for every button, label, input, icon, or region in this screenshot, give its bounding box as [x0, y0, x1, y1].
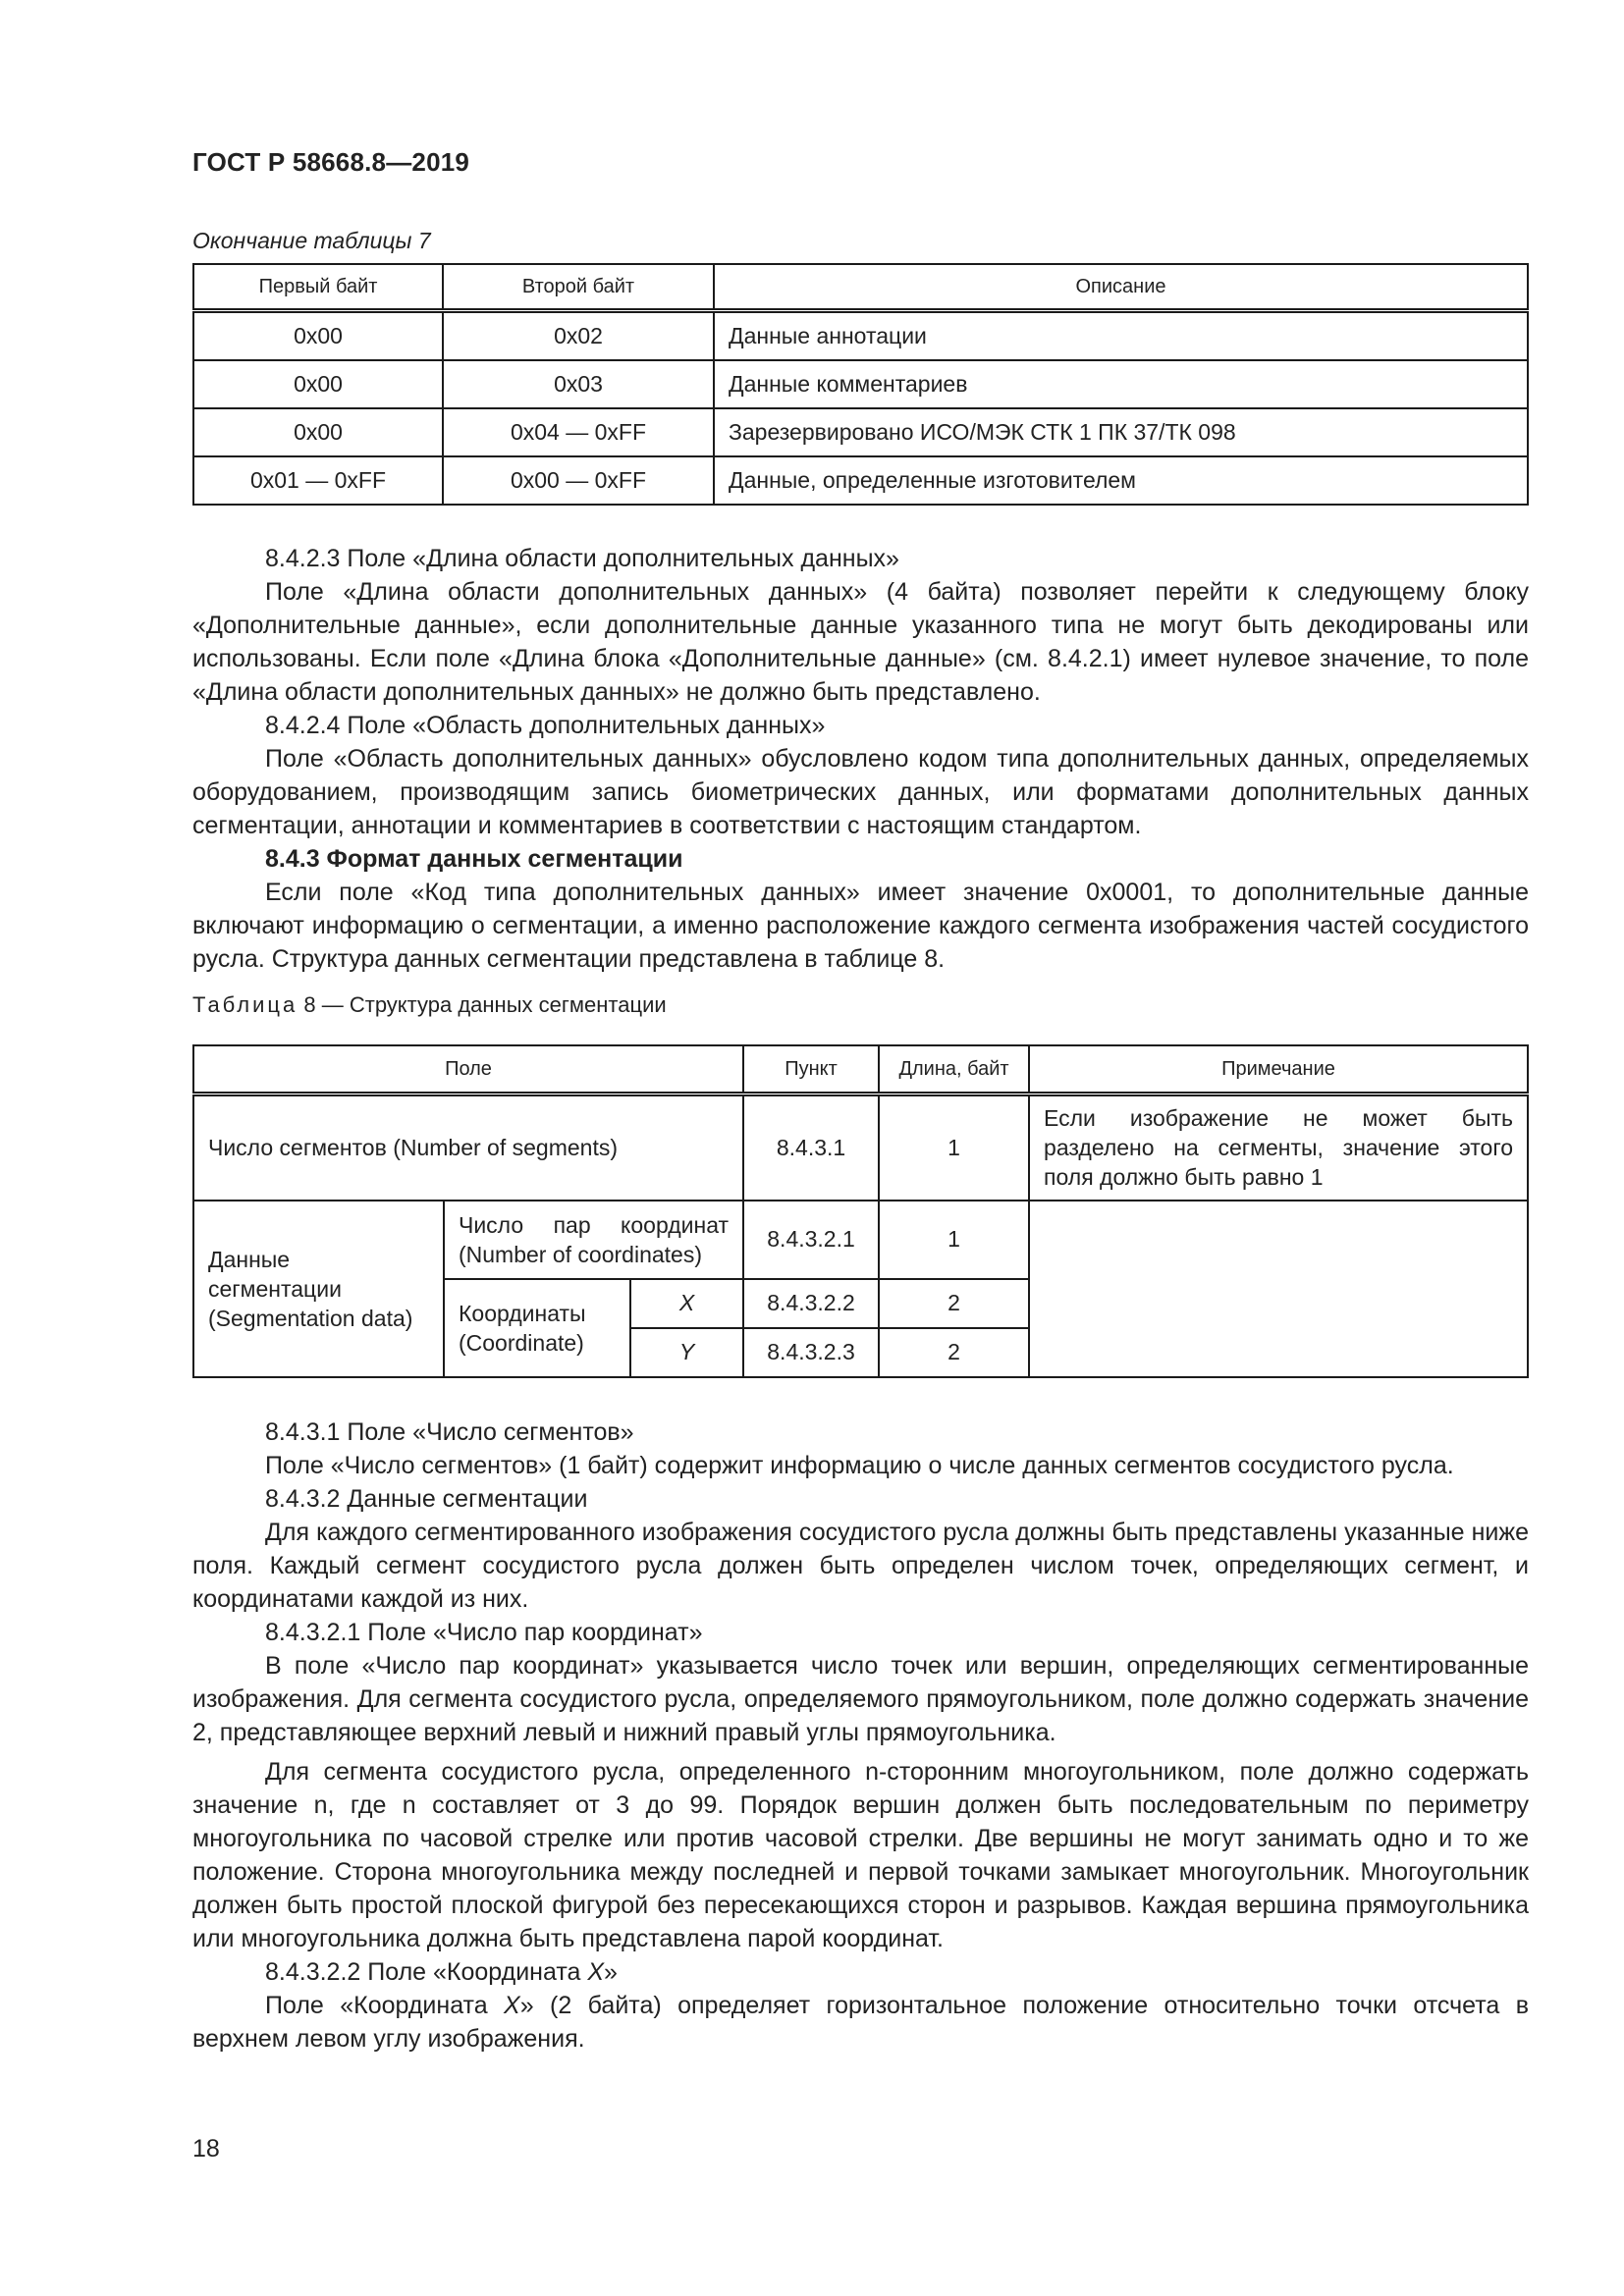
- paragraph: 8.4.3.1 Поле «Число сегментов»: [265, 1418, 634, 1446]
- table-header-row: [193, 1045, 1528, 1095]
- table-cell: Координаты (Coordinate): [444, 1279, 630, 1377]
- table-row: [193, 311, 1528, 361]
- table8-caption: [192, 992, 667, 1018]
- table-cell: 0x03: [443, 360, 714, 408]
- table-cell: 0x00: [193, 311, 443, 361]
- table-cell: 2: [879, 1279, 1029, 1328]
- table-cell: 2: [879, 1328, 1029, 1377]
- column-header: Первый байт: [193, 264, 443, 311]
- column-header: Примечание: [1029, 1045, 1528, 1095]
- table-row: [193, 408, 1528, 456]
- table-cell: X: [630, 1279, 743, 1328]
- paragraph: Для каждого сегментированного изображения сосудистого русла должны быть представлены указанные ниже поля. Каждый сегмент сосудистого русла должен быть определен числом точек, определяющих сегмент, и координатами каждой из них.: [192, 1519, 1529, 1613]
- variable-x: X: [587, 1958, 605, 1986]
- table-cell: 0x01 — 0xFF: [193, 456, 443, 505]
- paragraph: [192, 1955, 1529, 1989]
- table-cell: Данные, определенные изготовителем: [714, 456, 1528, 505]
- column-header: Пункт: [743, 1045, 879, 1095]
- table-cell: Данные аннотации: [714, 311, 1528, 361]
- table-cell: 8.4.3.2.3: [743, 1328, 879, 1377]
- standard-header: ГОСТ Р 58668.8—2019: [192, 147, 470, 177]
- paragraph: В поле «Число пар координат» указывается число точек или вершин, определяющих сегментированные изображения. Для сегмента сосудистого русла, определяемого прямоугольником, поле должно содержать значение 2, представляющее верхний левый и нижний правый углы прямоугольника.: [192, 1652, 1529, 1746]
- column-header: Длина, байт: [879, 1045, 1029, 1095]
- table-cell: Данные комментариев: [714, 360, 1528, 408]
- table-cell: 8.4.3.1: [743, 1095, 879, 1201]
- table-row: [193, 456, 1528, 505]
- paragraph: Поле «Длина области дополнительных данных» (4 байта) позволяет перейти к следующему блоку «Дополнительные данные», если дополнительные данные указанного типа не могут быть декодированы или использованы. Если поле «Длина блока «Дополнительные данные» (см. 8.4.2.1) имеет нулевое значение, то поле «Длина области дополнительных данных» не должно быть представлено.: [192, 578, 1529, 706]
- variable-x: X: [504, 1992, 520, 2019]
- table-cell-empty: [1029, 1201, 1528, 1377]
- paragraph: 8.4.3.2 Данные сегментации: [265, 1485, 588, 1513]
- table-cell: 0x00: [193, 360, 443, 408]
- section-8-4-3: [192, 1415, 1529, 2056]
- table-cell: 1: [879, 1095, 1029, 1201]
- text-span: » (2 байта) определяет горизонтальное положение относительно точки отсчета в верхнем левом углу изображения.: [192, 1992, 1529, 2053]
- table-cell: 0x00 — 0xFF: [443, 456, 714, 505]
- paragraph: 8.4.3.2.1 Поле «Число пар координат»: [265, 1619, 703, 1646]
- table-row: [193, 1095, 1528, 1201]
- table-cell: Число пар координат (Number of coordinates): [444, 1201, 743, 1279]
- section-8-4-2: [192, 542, 1529, 976]
- paragraph: Если поле «Код типа дополнительных данных» имеет значение 0x0001, то дополнительные данные включают информацию о сегментации, а именно расположение каждого сегмента изображения частей сосудистого русла. Структура данных сегментации представлена в таблице 8.: [192, 879, 1529, 973]
- table-cell: Если изображение не может быть разделено на сегменты, значение этого поля должно быть равно 1: [1029, 1095, 1528, 1201]
- table-cell: 8.4.3.2.1: [743, 1201, 879, 1279]
- paragraph: [192, 1989, 1529, 2056]
- table-row: [193, 360, 1528, 408]
- paragraph: Для сегмента сосудистого русла, определенного n-сторонним многоугольником, поле должно содержать значение n, где n составляет от 3 до 99. Порядок вершин должен быть последовательным по периметру многоугольника по часовой стрелке или против часовой стрелки. Две вершины не могут занимать одно и то же положение. Сторона многоугольника между последней и первой точками замыкает многоугольник. Многоугольник должен быть простой плоской фигурой без пересекающихся сторон и разрывов. Каждая вершина прямоугольника или многоугольника должна быть представлена парой координат.: [192, 1758, 1529, 1952]
- table-cell: Число сегментов (Number of segments): [193, 1095, 743, 1201]
- table-cell: 0x02: [443, 311, 714, 361]
- table-7: [192, 263, 1529, 506]
- table-cell: Y: [630, 1328, 743, 1377]
- text-span: Поле «Координата: [265, 1992, 505, 2019]
- table-cell: 0x04 — 0xFF: [443, 408, 714, 456]
- column-header: Описание: [714, 264, 1528, 311]
- paragraph: Поле «Число сегментов» (1 байт) содержит информацию о числе данных сегментов сосудистого русла.: [265, 1452, 1454, 1479]
- table8-caption-word: Таблица: [192, 992, 298, 1017]
- table-cell: 1: [879, 1201, 1029, 1279]
- column-header: Второй байт: [443, 264, 714, 311]
- section-heading: 8.4.3 Формат данных сегментации: [265, 845, 683, 873]
- table7-caption: Окончание таблицы 7: [192, 228, 431, 253]
- paragraph: 8.4.2.3 Поле «Длина области дополнительных данных»: [265, 545, 899, 572]
- column-header: Поле: [193, 1045, 743, 1095]
- table-cell: 8.4.3.2.2: [743, 1279, 879, 1328]
- table-row: [193, 1201, 1528, 1279]
- table-cell: Зарезервировано ИСО/МЭК СТК 1 ПК 37/ТК 098: [714, 408, 1528, 456]
- table8-caption-text: 8 — Структура данных сегментации: [303, 992, 667, 1017]
- table-8: [192, 1044, 1529, 1378]
- table-cell: 0x00: [193, 408, 443, 456]
- paragraph: Поле «Область дополнительных данных» обусловлено кодом типа дополнительных данных, определяемых оборудованием, производящим запись биометрических данных, или форматами дополнительных данных сегментации, аннотации и комментариев в соответствии с настоящим стандартом.: [192, 745, 1529, 839]
- text-span: 8.4.3.2.2 Поле «Координата: [265, 1958, 588, 1986]
- page-number: 18: [192, 2135, 220, 2163]
- table-header-row: [193, 264, 1528, 311]
- text-span: »: [604, 1958, 618, 1986]
- paragraph: 8.4.2.4 Поле «Область дополнительных данных»: [265, 712, 826, 739]
- table-cell: Данные сегментации (Segmentation data): [193, 1201, 444, 1377]
